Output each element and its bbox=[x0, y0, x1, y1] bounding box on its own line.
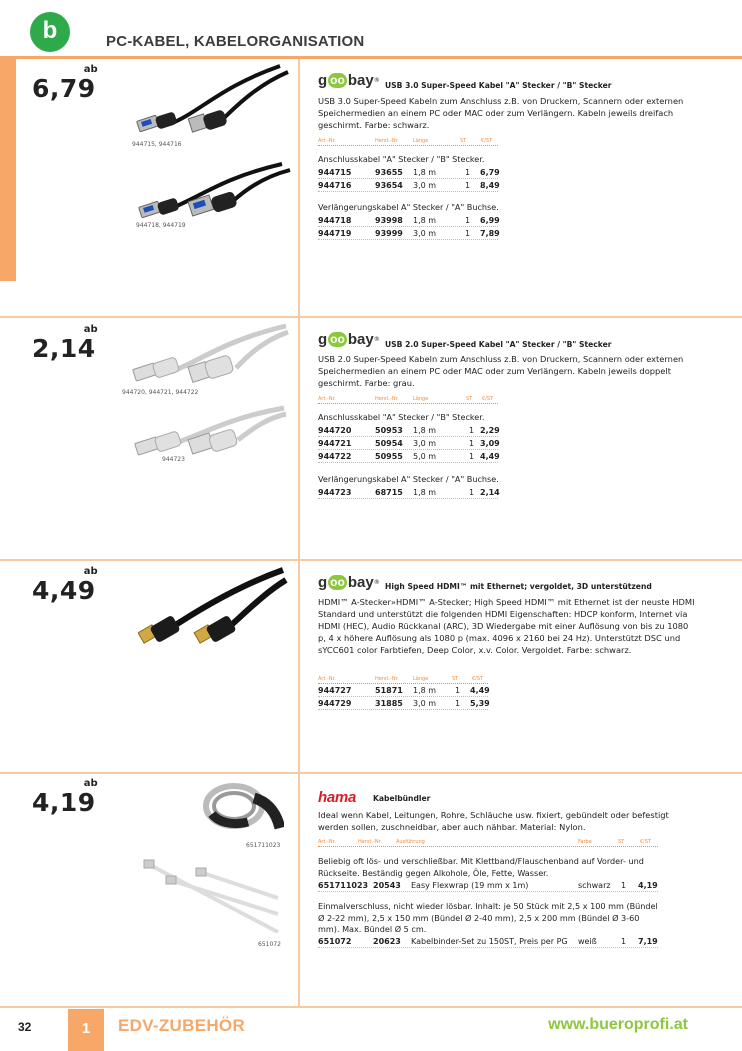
image-caption: 944718, 944719 bbox=[136, 222, 186, 229]
group-label: Anschlusskabel "A" Stecker / "B" Stecker. bbox=[318, 154, 485, 164]
hama-logo: hama bbox=[318, 789, 356, 806]
price-prefix: ab bbox=[83, 324, 98, 335]
table-row: 944720 50953 1,8 m 1 2,29 bbox=[318, 426, 500, 435]
brand-logo-b: b bbox=[30, 12, 70, 52]
section-divider bbox=[0, 1006, 742, 1008]
usb3-extension-cable-image bbox=[132, 160, 292, 222]
product-title: USB 3.0 Super-Speed Kabel "A" Stecker / "B" Stecker bbox=[385, 81, 612, 90]
price-prefix: ab bbox=[83, 566, 98, 577]
table-header: Art.-Nr. Herst.-Nr. Länge ST €/ST bbox=[318, 137, 498, 146]
table-row: 944718 93998 1,8 m 1 6,99 bbox=[318, 216, 500, 225]
product-title: USB 2.0 Super-Speed Kabel "A" Stecker / "B" Stecker bbox=[385, 340, 612, 349]
flexwrap-image bbox=[198, 778, 284, 836]
table-header: Art.-Nr. Herst.-Nr. Länge ST €/ST bbox=[318, 675, 488, 684]
group-label: Beliebig oft lös- und verschließbar. Mit Klettband/Flauschenband auf Vorder- und Rückseite. Beständig gegen Alkohole, Öle, Fette, Wasser. bbox=[318, 856, 644, 878]
image-caption: 944723 bbox=[162, 456, 185, 463]
product-description: Ideal wenn Kabel, Leitungen, Rohre, Schläuche usw. fixiert, gebündelt oder befestigt werden sollen, zuschneidbar, aber auch nähbar. Material: Nylon. bbox=[318, 810, 669, 833]
section-divider bbox=[0, 316, 742, 318]
usb2-ab-cable-image bbox=[126, 322, 291, 388]
website-url[interactable]: www.bueroprofi.at bbox=[548, 1016, 688, 1033]
group-label: Verlängerungskabel A" Stecker / "A" Buchse. bbox=[318, 474, 499, 484]
page-title: PC-KABEL, KABELORGANISATION bbox=[106, 33, 365, 50]
price-prefix: ab bbox=[83, 64, 98, 75]
table-row: 651711023 20543 Easy Flexwrap (19 mm x 1m) schwarz 1 4,19 bbox=[318, 881, 658, 890]
price-value: 4,19 bbox=[32, 788, 96, 817]
product-description: USB 2.0 Super-Speed Kabeln zum Anschluss z.B. von Druckern, Scannern oder externen Speichermedien an einem PC oder MAC oder zum Verlängern. Kabeln jeweils doppelt geschirmt. Farbe: grau. bbox=[318, 354, 684, 389]
group-label: Einmalverschluss, nicht wieder lösbar. Inhalt: je 50 Stück mit 2,5 x 100 mm (Bündel Ø 2-22 mm), 2,5 x 150 mm (Bündel Ø 2-40 mm), 2,5 x 200 mm (Bündel Ø 3-60 mm). Max. Bündel Ø 5 cm. bbox=[318, 901, 658, 934]
goobay-logo: g oo bay ® bbox=[318, 71, 380, 89]
price-prefix: ab bbox=[83, 778, 98, 789]
price-tag bbox=[32, 566, 98, 605]
goobay-logo: g oo bay ® bbox=[318, 573, 380, 591]
price-value: 2,14 bbox=[32, 334, 96, 363]
table-row: 944729 31885 3,0 m 1 5,39 bbox=[318, 699, 490, 708]
usb2-extension-cable-image bbox=[128, 404, 288, 458]
table-row: 944727 51871 1,8 m 1 4,49 bbox=[318, 686, 490, 695]
price-tag bbox=[32, 64, 98, 103]
table-row: 651072 20623 Kabelbinder-Set zu 150ST, Preis per PG weiß 1 7,19 bbox=[318, 937, 658, 946]
group-label: Anschlusskabel "A" Stecker / "B" Stecker. bbox=[318, 412, 485, 422]
price-tag bbox=[32, 324, 98, 363]
product-description: HDMI™ A-Stecker»HDMI™ A-Stecker; High Speed HDMI™ mit Ethernet ist der neuste HDMI Standard und unterstützt die folgenden HDMI Eigenschaften: HDCP konform, Internet via HDMI (HEC), Audio Rückkanal (ARC), 3D Wiedergabe mit einer Auflösung von bis zu 1080 p, 4 x höhere Auflösung als 1080 p (max. 4096 x 2160 bei 24 Hz). Unterstützt DSC und sYCC601 color Farbtiefen, Deep Color, x.v. Color. Vergoldet. Farbe: schwarz. bbox=[318, 597, 695, 656]
table-header: Art.-Nr. Herst.-Nr. Länge ST €/ST bbox=[318, 395, 498, 404]
usb3-ab-cable-image bbox=[130, 62, 290, 142]
product-title: High Speed HDMI™ mit Ethernet; vergoldet, 3D unterstützend bbox=[385, 582, 652, 591]
page-number: 32 bbox=[18, 1020, 32, 1034]
cable-ties-image bbox=[140, 858, 286, 938]
table-row: 944721 50954 3,0 m 1 3,09 bbox=[318, 439, 500, 448]
price-value: 6,79 bbox=[32, 74, 96, 103]
header-rule bbox=[0, 56, 742, 59]
table-row: 944722 50955 5,0 m 1 4,49 bbox=[318, 452, 500, 461]
image-caption: 651072 bbox=[258, 941, 281, 948]
chapter-tab: 1 bbox=[68, 1009, 104, 1051]
section-divider bbox=[0, 559, 742, 561]
product-title: Kabelbündler bbox=[373, 794, 431, 803]
table-row: 944716 93654 3,0 m 1 8,49 bbox=[318, 181, 500, 190]
table-row: 944723 68715 1,8 m 1 2,14 bbox=[318, 488, 500, 497]
price-value: 4,49 bbox=[32, 576, 96, 605]
hdmi-cable-image bbox=[138, 566, 288, 650]
section-divider bbox=[0, 772, 742, 774]
product-description: USB 3.0 Super-Speed Kabeln zum Anschluss z.B. von Druckern, Scannern oder externen Speichermedien an einem PC oder MAC oder zum Verlängern. Kabeln jeweils dreifach geschirmt. Farbe: schwarz. bbox=[318, 96, 684, 131]
column-divider bbox=[298, 59, 300, 1007]
image-caption: 651711023 bbox=[246, 842, 281, 849]
side-accent-tab bbox=[0, 59, 16, 281]
image-caption: 944720, 944721, 944722 bbox=[122, 389, 199, 396]
table-header: Art.-Nr. Herst.-Nr. Ausführung Farbe ST €/ST bbox=[318, 838, 658, 847]
price-tag bbox=[32, 778, 98, 817]
group-label: Verlängerungskabel A" Stecker / "A" Buchse. bbox=[318, 202, 499, 212]
chapter-title: EDV-ZUBEHÖR bbox=[118, 1016, 246, 1035]
table-row: 944715 93655 1,8 m 1 6,79 bbox=[318, 168, 500, 177]
table-row: 944719 93999 3,0 m 1 7,89 bbox=[318, 229, 500, 238]
image-caption: 944715, 944716 bbox=[132, 141, 182, 148]
goobay-logo: g oo bay ® bbox=[318, 330, 380, 348]
